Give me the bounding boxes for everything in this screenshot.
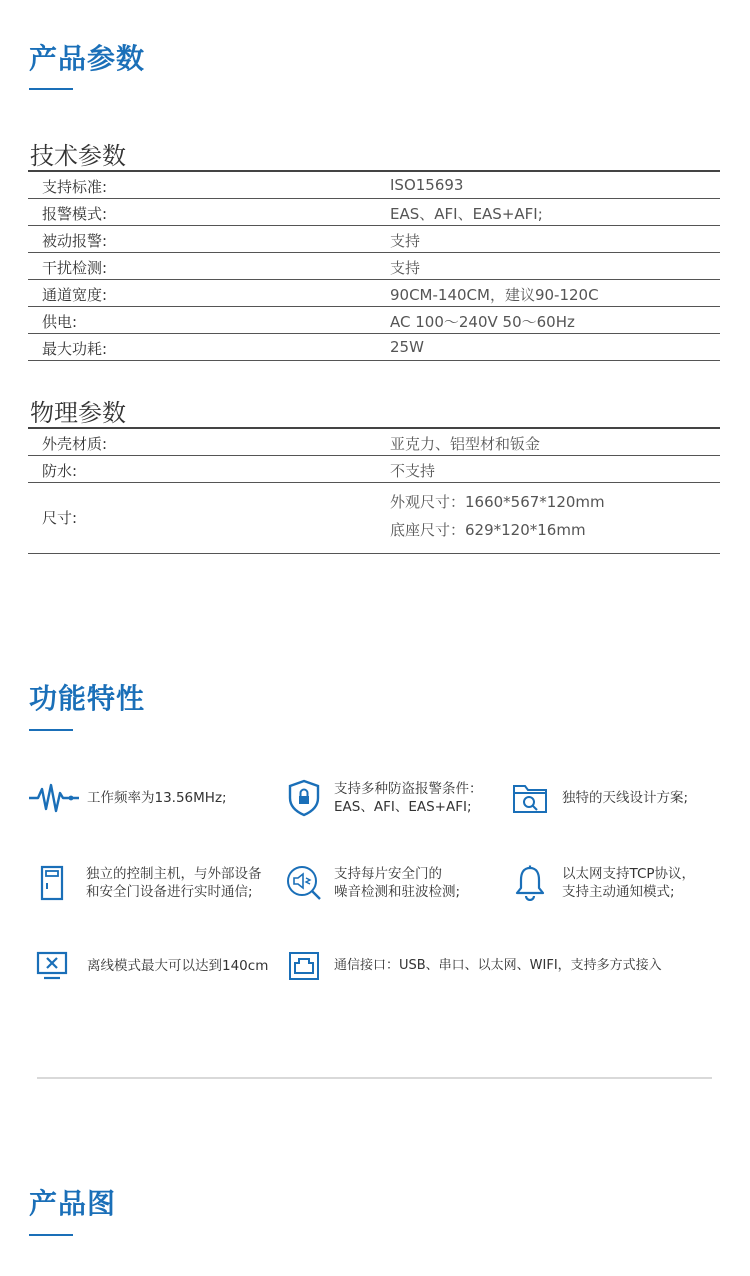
feature-item xyxy=(30,863,262,903)
param-value: ISO15693 xyxy=(390,176,464,194)
feature-text xyxy=(562,789,688,807)
param-key: 通道宽度: xyxy=(42,286,108,304)
feature-text xyxy=(87,789,227,807)
table-row xyxy=(28,307,720,334)
table-row xyxy=(28,483,720,554)
param-key: 外壳材质: xyxy=(42,435,108,453)
param-key: 供电: xyxy=(42,313,78,331)
params-title-underline xyxy=(29,88,73,90)
table-row xyxy=(28,226,720,253)
ethernet-port-icon xyxy=(284,946,324,986)
table-row xyxy=(28,199,720,226)
table-row xyxy=(28,429,720,456)
features-section-title: 功能特性 xyxy=(29,682,146,715)
feature-line: 工作频率为13.56MHz; xyxy=(87,790,227,806)
physical-params-table xyxy=(28,427,720,554)
monitor-x-icon xyxy=(30,946,74,986)
param-key: 最大功耗: xyxy=(42,340,108,358)
param-key: 被动报警: xyxy=(42,232,108,250)
feature-line: 独立的控制主机，与外部设备 xyxy=(86,866,262,882)
feature-item xyxy=(28,778,227,818)
product-image-section-title: 产品图 xyxy=(29,1187,117,1220)
params-section-title: 产品参数 xyxy=(29,42,146,75)
feature-item xyxy=(508,863,695,903)
table-row xyxy=(28,280,720,307)
param-value: EAS、AFI、EAS+AFI; xyxy=(390,205,543,223)
feature-line: 通信接口：USB、串口、以太网、WIFI，支持多方式接入 xyxy=(334,958,662,973)
param-value: 不支持 xyxy=(390,462,436,480)
param-value: 支持 xyxy=(390,232,421,250)
feature-line: 独特的天线设计方案; xyxy=(562,790,689,806)
param-key: 支持标准: xyxy=(42,178,108,196)
param-value: 底座尺寸：629*120*16mm xyxy=(390,521,586,539)
feature-line: EAS、AFI、EAS+AFI; xyxy=(334,799,472,815)
param-value: 支持 xyxy=(390,259,421,277)
feature-line: 支持多种防盗报警条件： xyxy=(334,781,483,797)
bell-icon xyxy=(508,863,552,903)
waveform-icon xyxy=(28,778,80,818)
speaker-search-icon xyxy=(284,863,324,903)
feature-text xyxy=(562,865,695,901)
controller-icon xyxy=(30,863,74,903)
feature-line: 支持每片安全门的 xyxy=(334,866,442,882)
feature-text xyxy=(86,865,262,901)
tech-params-title: 技术参数 xyxy=(30,142,126,170)
param-key: 报警模式: xyxy=(42,205,108,223)
table-row xyxy=(28,253,720,280)
feature-item xyxy=(284,946,662,986)
param-value: 25W xyxy=(390,338,424,356)
param-value: 亚克力、铝型材和钣金 xyxy=(390,435,541,453)
table-row xyxy=(28,456,720,483)
param-value: AC 100〜240V 50〜60Hz xyxy=(390,313,575,331)
param-key: 尺寸: xyxy=(42,509,78,527)
feature-item xyxy=(284,778,483,818)
feature-item xyxy=(30,946,268,986)
feature-text xyxy=(334,780,483,816)
feature-line: 支持主动通知模式; xyxy=(562,884,675,900)
feature-line: 离线模式最大可以达到140cm xyxy=(87,958,269,974)
param-key: 防水: xyxy=(42,462,78,480)
product-image-title-underline xyxy=(29,1234,73,1236)
feature-line: 噪音检测和驻波检测; xyxy=(334,884,461,900)
feature-text xyxy=(87,957,268,975)
feature-text xyxy=(334,865,460,901)
folder-search-icon xyxy=(508,778,552,818)
feature-item xyxy=(508,778,688,818)
table-row xyxy=(28,172,720,199)
table-row xyxy=(28,334,720,361)
feature-line: 和安全门设备进行实时通信; xyxy=(86,884,253,900)
shield-lock-icon xyxy=(284,778,324,818)
tech-params-table xyxy=(28,170,720,361)
feature-line: 以太网支持TCP协议， xyxy=(562,866,696,882)
param-value: 90CM-140CM，建议90-120C xyxy=(390,286,599,304)
section-divider xyxy=(37,1077,712,1079)
param-key: 干扰检测: xyxy=(42,259,108,277)
feature-text xyxy=(334,957,662,975)
features-title-underline xyxy=(29,729,73,731)
param-value: 外观尺寸：1660*567*120mm xyxy=(390,493,605,511)
physical-params-title: 物理参数 xyxy=(30,399,126,427)
feature-item xyxy=(284,863,460,903)
